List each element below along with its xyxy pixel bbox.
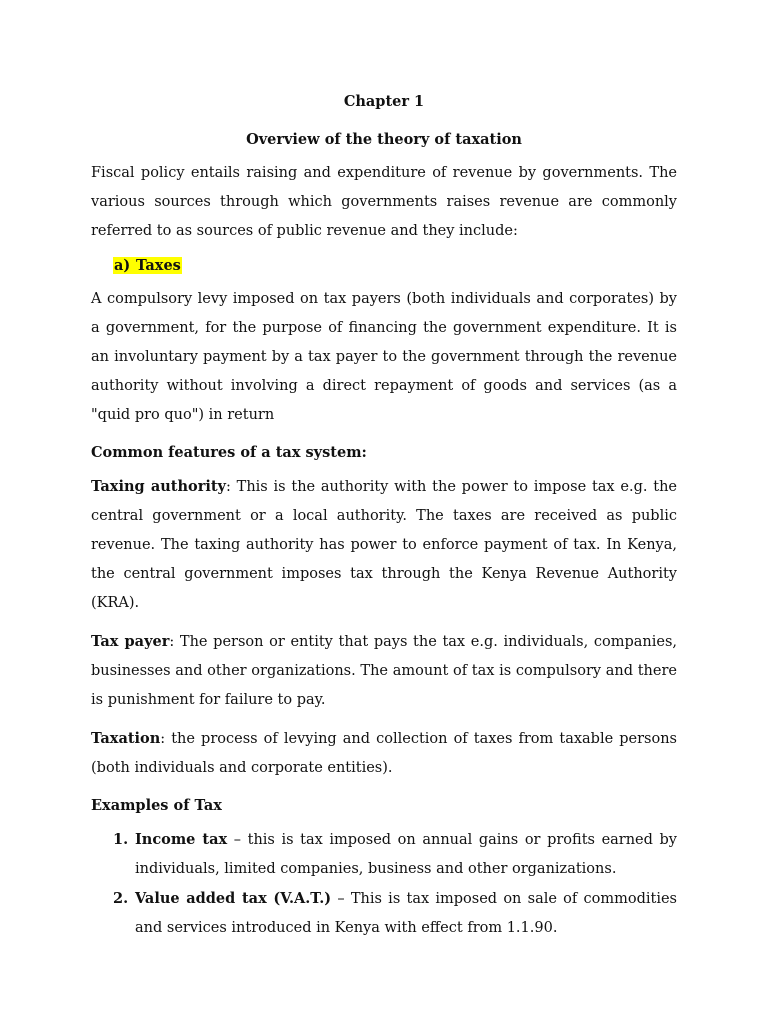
chapter-subtitle: Overview of the theory of taxation xyxy=(246,131,522,148)
feature-text: : This is the authority with the power to impose tax e.g. the central government or a local authority. The taxes are received as public revenue. The taxing authority has power to enforce payment of tax. In Kenya, the central government imposes tax through the Kenya Revenue Authority (KRA). xyxy=(91,479,677,611)
taxes-heading-title: Taxes xyxy=(136,257,181,274)
list-item xyxy=(91,825,677,884)
examples-heading: Examples of Tax xyxy=(91,797,222,814)
feature-term: Tax payer xyxy=(91,633,170,650)
intro-paragraph: Fiscal policy entails raising and expenditure of revenue by governments. The various sources through which governments raises revenue are commonly referred to as sources of public revenue and they include: xyxy=(91,165,677,239)
feature-text: : the process of levying and collection of taxes from taxable persons (both individuals and corporate entities). xyxy=(91,731,677,776)
features-heading: Common features of a tax system: xyxy=(91,444,367,461)
list-number: 2. xyxy=(113,890,129,907)
examples-list xyxy=(91,825,677,943)
chapter-title: Chapter 1 xyxy=(343,93,425,110)
example-name: Value added tax (V.A.T.) xyxy=(135,890,332,907)
feature-text: : The person or entity that pays the tax e.g. individuals, companies, businesses and other organizations. The amount of tax is compulsory and there is punishment for failure to pay. xyxy=(91,634,677,708)
feature-term: Taxation xyxy=(91,730,161,747)
example-text: – this is tax imposed on annual gains or profits earned by individuals, limited companies, business and other organizations. xyxy=(135,832,677,877)
feature-term: Taxing authority xyxy=(91,478,226,495)
highlight xyxy=(113,257,182,274)
feature-taxation xyxy=(91,724,677,783)
feature-tax-payer xyxy=(91,627,677,715)
example-name: Income tax xyxy=(135,831,228,848)
list-number: 1. xyxy=(113,831,129,848)
list-label: a) xyxy=(114,257,131,274)
taxes-heading xyxy=(113,256,677,276)
taxes-definition: A compulsory levy imposed on tax payers (both individuals and corporates) by a government, for the purpose of financing the government expenditure. It is an involuntary payment by a tax payer to the government through the revenue authority without involving a direct repayment of goods and services (as a "quid pro quo") in return xyxy=(91,291,677,423)
example-text: – This is tax imposed on sale of commodities and services introduced in Kenya with effect from 1.1.90. xyxy=(135,891,677,936)
feature-taxing-authority xyxy=(91,472,677,618)
list-item xyxy=(91,884,677,943)
